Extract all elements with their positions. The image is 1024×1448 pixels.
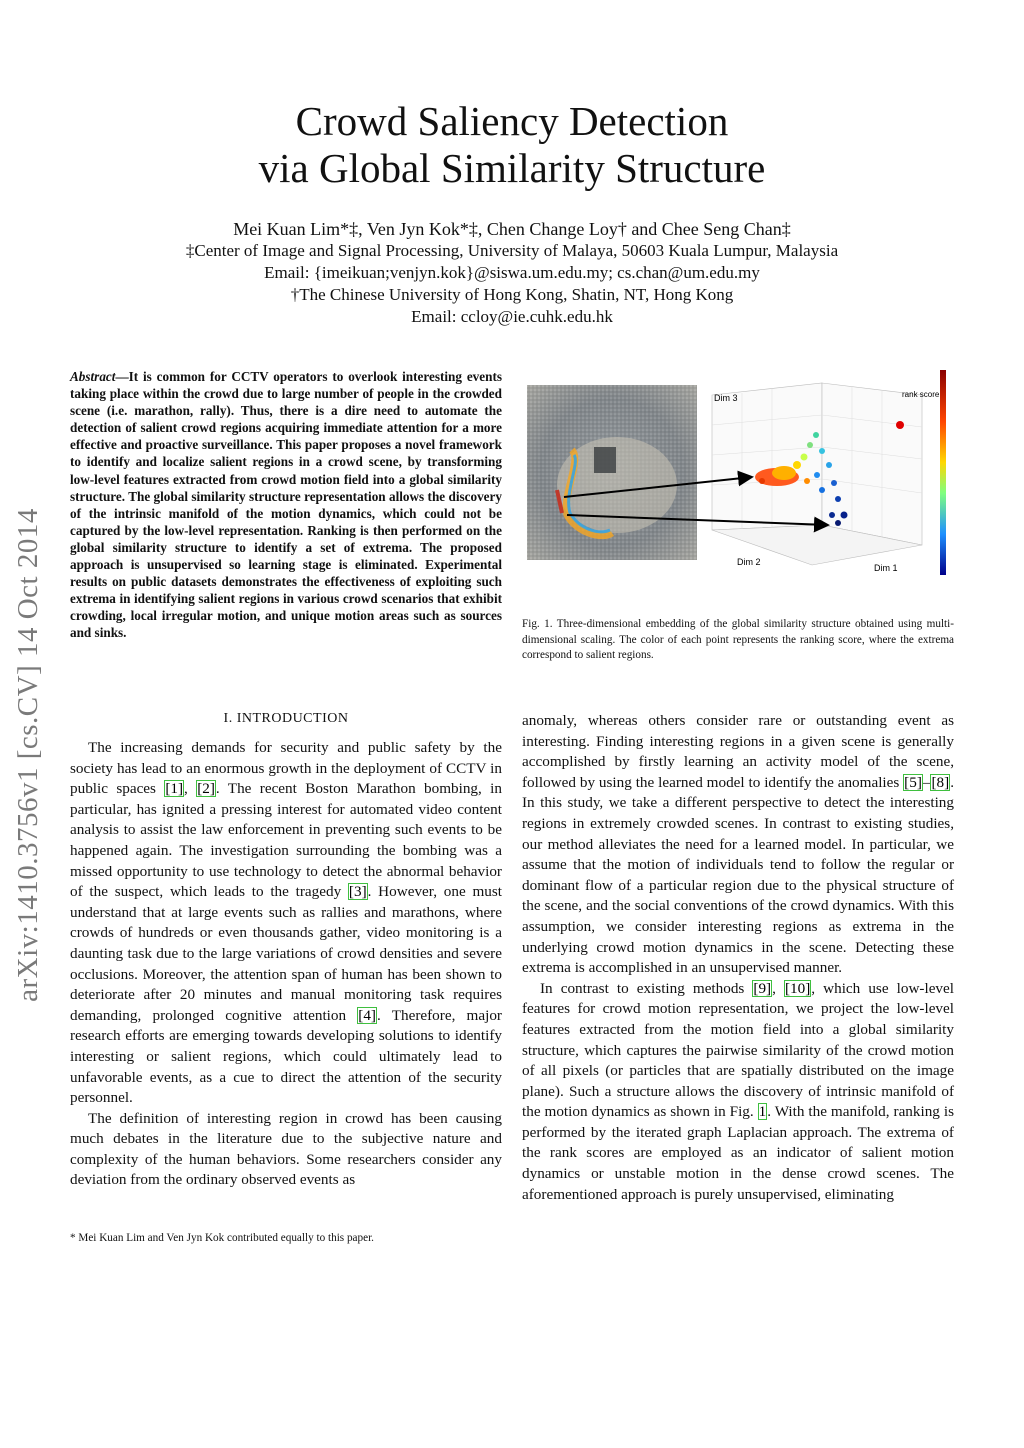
text-run: . In this study, we take a different perspective to detect the interesting regions in extremely crowded scenes. In contrast to existing studies, our method alleviates the need for a learned model. In particular, we assume that the motion of individuals tend to follow the regular or dominant flow of a particular region due to the physical structure of the scene, and the social conventions of the crowd dynamics. With this assumption, we consider interesting regions as extrema in the underlying crowd motion dynamics in the scene. Detecting these extrema is accomplished in an unsupervised manner. <box>522 773 954 977</box>
axis-label-dim3: Dim 3 <box>714 393 738 403</box>
right-column-body <box>522 711 954 1205</box>
right-paragraph-2 <box>522 979 954 1206</box>
text-run: The increasing demands for security and public safety by the society has lead to an enormous growth in the deployment of CCTV in public spaces <box>70 739 502 798</box>
citation-link[interactable]: [4] <box>358 1006 376 1024</box>
abstract-text: —It is common for CCTV operators to overlook interesting events taking place within the crowd due to large number of people in the crowded scene (i.e. marathon, rally). Thus, there is a dire need to automate the detection of salient crowd regions acquiring immediate attention for a more effective and proactive surveillance. This paper proposes a novel framework to identify and localize salient regions in a crowd scene, by transforming low-level features extracted from crowd motion field into a global similarity structure. The global similarity structure representation allows the discovery of the intrinsic manifold of the motion dynamics, which could not be captured by the low-level representation. Ranking is then performed on the global similarity structure to identify a set of extrema. The proposed approach is unsupervised so learning stage is eliminated. Experimental results on public datasets demonstrates the effectiveness of exploiting such extrema in identifying salient regions in various crowd scenarios that exhibit crowding, local irregular motion, and unique motion areas such as sources and sinks. <box>70 369 502 641</box>
title-line-2: via Global Similarity Structure <box>258 145 766 191</box>
affiliation-2: †The Chinese University of Hong Kong, Shatin, NT, Hong Kong <box>290 285 734 304</box>
colorbar <box>940 370 946 575</box>
figure-1 <box>522 365 954 597</box>
right-paragraph-1 <box>522 711 954 979</box>
abstract-label: Abstract <box>70 369 116 384</box>
author-names: Mei Kuan Lim*‡, Ven Jyn Kok*‡, Chen Change Loy† and Chee Seng Chan‡ <box>233 219 791 239</box>
author-block <box>100 218 924 328</box>
citation-link[interactable]: [1] <box>165 780 184 798</box>
intro-paragraph-2: The definition of interesting region in crowd has been causing much debates in the literature due to the subjective nature and complexity of the human behaviors. Some researchers consider any deviation from the ordinary observed events as <box>70 1109 502 1189</box>
colorbar-label: rank score <box>902 390 940 399</box>
figure-caption: Fig. 1. Three-dimensional embedding of the global similarity structure obtained using multi-dimensional scaling. The color of each point represents the ranking score, where the extrema correspond to salient regions. <box>522 618 954 661</box>
embedding-plot <box>712 370 946 575</box>
text-run: . The recent Boston Marathon bombing, in particular, has ignited a pressing interest for automated video content analysis to assist the law enforcement in preventing such events to be happened again. The investigation surrounding the bombing was a missed opportunity to use technology to detect the abnormal behavior of the suspect, which leads to the tragedy <box>70 780 502 901</box>
citation-link[interactable]: [5] <box>904 773 922 791</box>
text-run: , which use low-level features for crowd motion representation, we project the low-level features extracted from the motion field into a global similarity structure, which captures the pairwise similarity of the crowd motion of all pixels (or particles that are spatially distributed on the image plane). Such a structure allows the discovery of intrinsic manifold of the motion dynamics as shown in Fig. <box>522 979 954 1121</box>
text-run: . With the manifold, ranking is performed by the iterated graph Laplacian approach. The extrema of the rank scores are employed as an indicator of salient motion dynamics or unstable motion in the dense crowd scenes. The aforementioned approach is purely unsupervised, eliminating <box>522 1103 954 1203</box>
email-1: Email: {imeikuan;venjyn.kok}@siswa.um.edu.my; cs.chan@um.edu.my <box>264 263 760 282</box>
text-run: anomaly, whereas others consider rare or outstanding event as interesting. Finding interesting regions in a given scene is generally accomplished by firstly learning an activity model of the scene, followed by using the learned model to identify the anomalies <box>522 712 954 791</box>
citation-link[interactable]: [3] <box>348 883 367 901</box>
citation-link[interactable]: [9] <box>753 979 772 997</box>
citation-link[interactable]: [8] <box>931 773 950 791</box>
abstract <box>70 368 502 642</box>
text-run: , <box>184 780 197 798</box>
text-run: . Therefore, major research efforts are emerging towards developing solutions to identify interesting or salient regions, which could ultimately lead to unfavorable events, as a cue to direct the attention of the security personnel. <box>70 1006 502 1107</box>
affiliation-1: ‡Center of Image and Signal Processing, University of Malaya, 50603 Kuala Lumpur, Malaysia <box>185 241 839 260</box>
left-column-body <box>70 738 502 1191</box>
figure-1-graphic <box>522 365 954 597</box>
text-run: , <box>772 979 784 997</box>
figure-ref-link[interactable]: 1 <box>758 1103 767 1121</box>
title-line-1: Crowd Saliency Detection <box>295 98 729 144</box>
email-2: Email: ccloy@ie.cuhk.edu.hk <box>411 307 613 326</box>
axis-label-dim1: Dim 1 <box>874 563 898 573</box>
text-run: – <box>922 773 931 791</box>
citation-link[interactable]: [2] <box>197 780 215 798</box>
intro-paragraph-1 <box>70 738 502 1109</box>
axis-label-dim2: Dim 2 <box>737 557 761 567</box>
paper-title <box>120 98 904 192</box>
section-heading: I. INTRODUCTION <box>223 711 349 726</box>
text-run: . However, one must understand that at large events such as rallies and marathons, where crowds of hundreds or even thousands gather, video monitoring is a daunting task due to the large variations of crowd densities and severe occlusions. Moreover, the attention span of human has been shown to deteriorate after 20 minutes and manual monitoring task requires demanding, prolonged cognitive attention <box>70 883 502 1024</box>
text-run: In contrast to existing methods <box>540 979 753 997</box>
footnote: * Mei Kuan Lim and Ven Jyn Kok contributed equally to this paper. <box>70 1232 374 1244</box>
arxiv-identifier: arXiv:1410.3756v1 [cs.CV] 14 Oct 2014 <box>12 508 44 1002</box>
crowd-scene-image <box>527 385 697 560</box>
citation-link[interactable]: [10] <box>784 979 811 997</box>
